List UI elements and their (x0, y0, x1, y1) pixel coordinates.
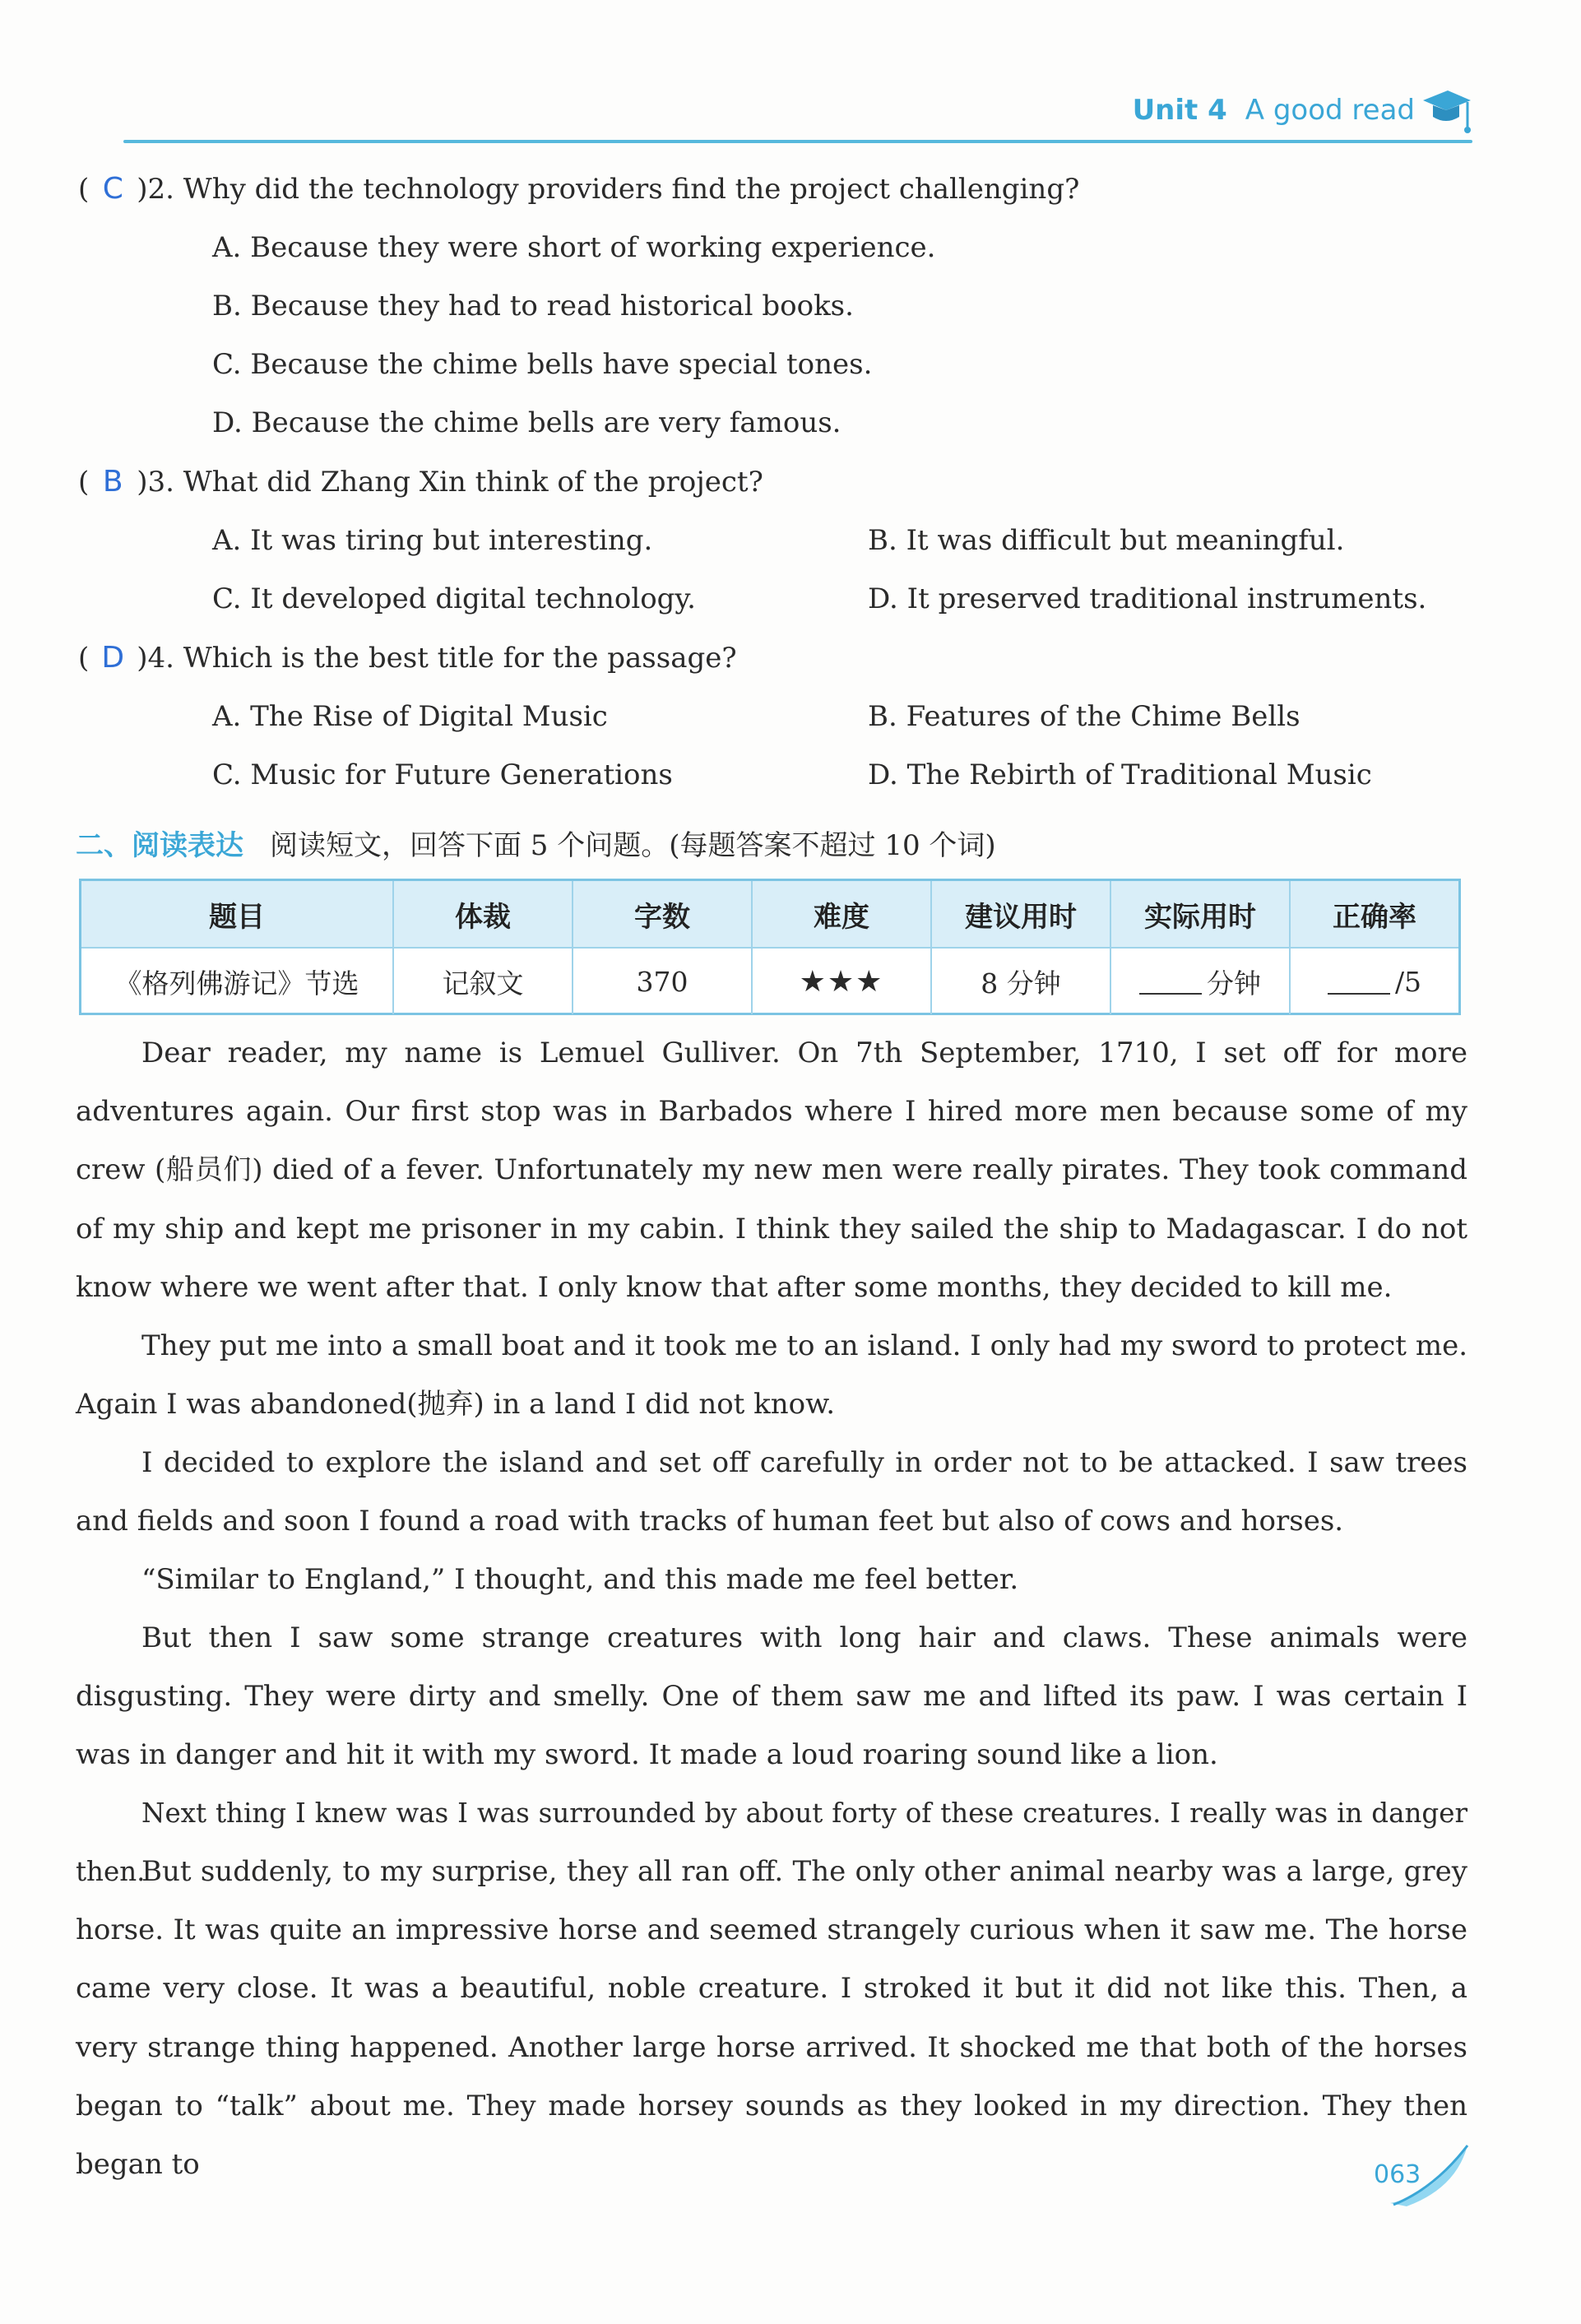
unit-label: Unit 4 (1132, 94, 1227, 127)
header-title (1133, 94, 1415, 127)
question-4: ( D )4. Which is the best title for the passage? (78, 641, 737, 675)
question-3: ( B )3. What did Zhang Xin think of the project? (78, 465, 763, 499)
passage-paragraph-4: “Similar to England,” I thought, and this made me feel better. (141, 1563, 1019, 1596)
passage-paragraph-3: I decided to explore the island and set off carefully in order not to be attacked. I saw trees and fields and soon I found a road with tracks of human feet but also of cows and horses. (76, 1446, 1467, 1538)
th-title: 题目 (81, 881, 394, 947)
q4-option-c: C. Music for Future Generations (212, 758, 673, 791)
q4-option-a: A. The Rise of Digital Music (212, 700, 608, 733)
q3-option-c: C. It developed digital technology. (212, 582, 696, 615)
td-suggested-time: 8 分钟 (932, 949, 1111, 1014)
question-2: ( C )2. Why did the technology providers find the project challenging? (78, 172, 1080, 206)
actual-time-blank[interactable] (1139, 968, 1202, 995)
accuracy-blank[interactable] (1328, 968, 1390, 995)
passage-paragraph-7: But suddenly, to my surprise, they all ran off. The only other animal nearby was a large, grey horse. It was quite an impressive horse and seemed strangely curious when it saw me. The horse came very close. It was a beautiful, noble creature. I stroked it but it did not like this. Then, a very strange thing happened. Another large horse arrived. It shocked me that both of the horses began to “talk” about me. They made horsey sounds as they looked in my direction. They then began to (76, 1855, 1467, 2182)
td-genre: 记叙文 (394, 949, 573, 1014)
th-difficulty: 难度 (753, 881, 932, 947)
unit-title: A good read (1245, 94, 1415, 127)
q2-option-a: A. Because they were short of working experience. (212, 231, 936, 264)
q2-option-b: B. Because they had to read historical books. (212, 290, 854, 322)
q3-option-a: A. It was tiring but interesting. (212, 524, 653, 557)
actual-time-unit: 分钟 (1207, 967, 1261, 1000)
question-3-stem: )3. What did Zhang Xin think of the project? (137, 466, 763, 499)
q4-option-d: D. The Rebirth of Traditional Music (868, 758, 1372, 791)
answer-3: B (102, 465, 123, 499)
th-accuracy: 正确率 (1333, 900, 1416, 934)
table-row (81, 947, 1458, 1014)
th-suggested-time: 建议用时 (932, 881, 1111, 947)
th-words: 字数 (573, 881, 753, 947)
td-title: 《格列佛游记》节选 (81, 949, 394, 1014)
section-instruction: 阅读短文，回答下面 5 个问题。(每题答案不超过 10 个词) (270, 829, 996, 862)
answer-2: C (102, 172, 123, 206)
passage-paragraph-1: Dear reader, my name is Lemuel Gulliver. On 7th September, 1710, I set off for more adventures again. Our first stop was in Barbados where I hired more men because some of my crew (船员们) died of a fever. Unfortunately my new men were really pirates. They took command of my ship and kept me prisoner in my cabin. I think they sailed the ship to Madagascar. I do not know where we went after that. I only know that after some months, they decided to kill me. (76, 1037, 1467, 1304)
graduation-cap-icon (1420, 82, 1472, 148)
question-4-stem: )4. Which is the best title for the passage? (137, 642, 737, 675)
question-2-stem: )2. Why did the technology providers find the project challenging? (137, 173, 1080, 206)
q2-option-c: C. Because the chime bells have special tones. (212, 348, 873, 381)
q3-option-d: D. It preserved traditional instruments. (868, 582, 1427, 615)
q2-option-d: D. Because the chime bells are very famous. (212, 406, 842, 439)
page-header (123, 82, 1472, 148)
q3-option-b: B. It was difficult but meaningful. (868, 524, 1345, 557)
th-genre: 体裁 (394, 881, 573, 947)
td-actual-time (1111, 949, 1291, 1014)
table-header-row (81, 881, 1458, 947)
answer-4: D (101, 641, 125, 675)
passage-paragraph-5: But then I saw some strange creatures with long hair and claws. These animals were disgusting. They were dirty and smelly. One of them saw me and lifted its paw. I was certain I was in danger and hit it with my sword. It made a loud roaring sound like a lion. (76, 1621, 1467, 1772)
th-actual-time: 实际用时 (1111, 881, 1291, 947)
accuracy-denominator: /5 (1394, 965, 1422, 998)
section-header (76, 823, 996, 863)
td-difficulty: ★★★ (753, 949, 932, 1014)
td-words: 370 (573, 949, 753, 1014)
td-accuracy (1291, 949, 1458, 1014)
section-tag: 二、阅读表达 (76, 829, 243, 862)
page-number: 063 (1374, 2160, 1421, 2189)
reading-info-table (79, 879, 1461, 1015)
passage-paragraph-6: Next thing I knew was I was surrounded by about forty of these creatures. I really was in danger then. (76, 1798, 1467, 1888)
header-rule (123, 140, 1472, 143)
passage-paragraph-2: They put me into a small boat and it took me to an island. I only had my sword to protect me. Again I was abandoned(抛弃) in a land I did not know. (76, 1329, 1467, 1422)
q4-option-b: B. Features of the Chime Bells (868, 700, 1300, 733)
